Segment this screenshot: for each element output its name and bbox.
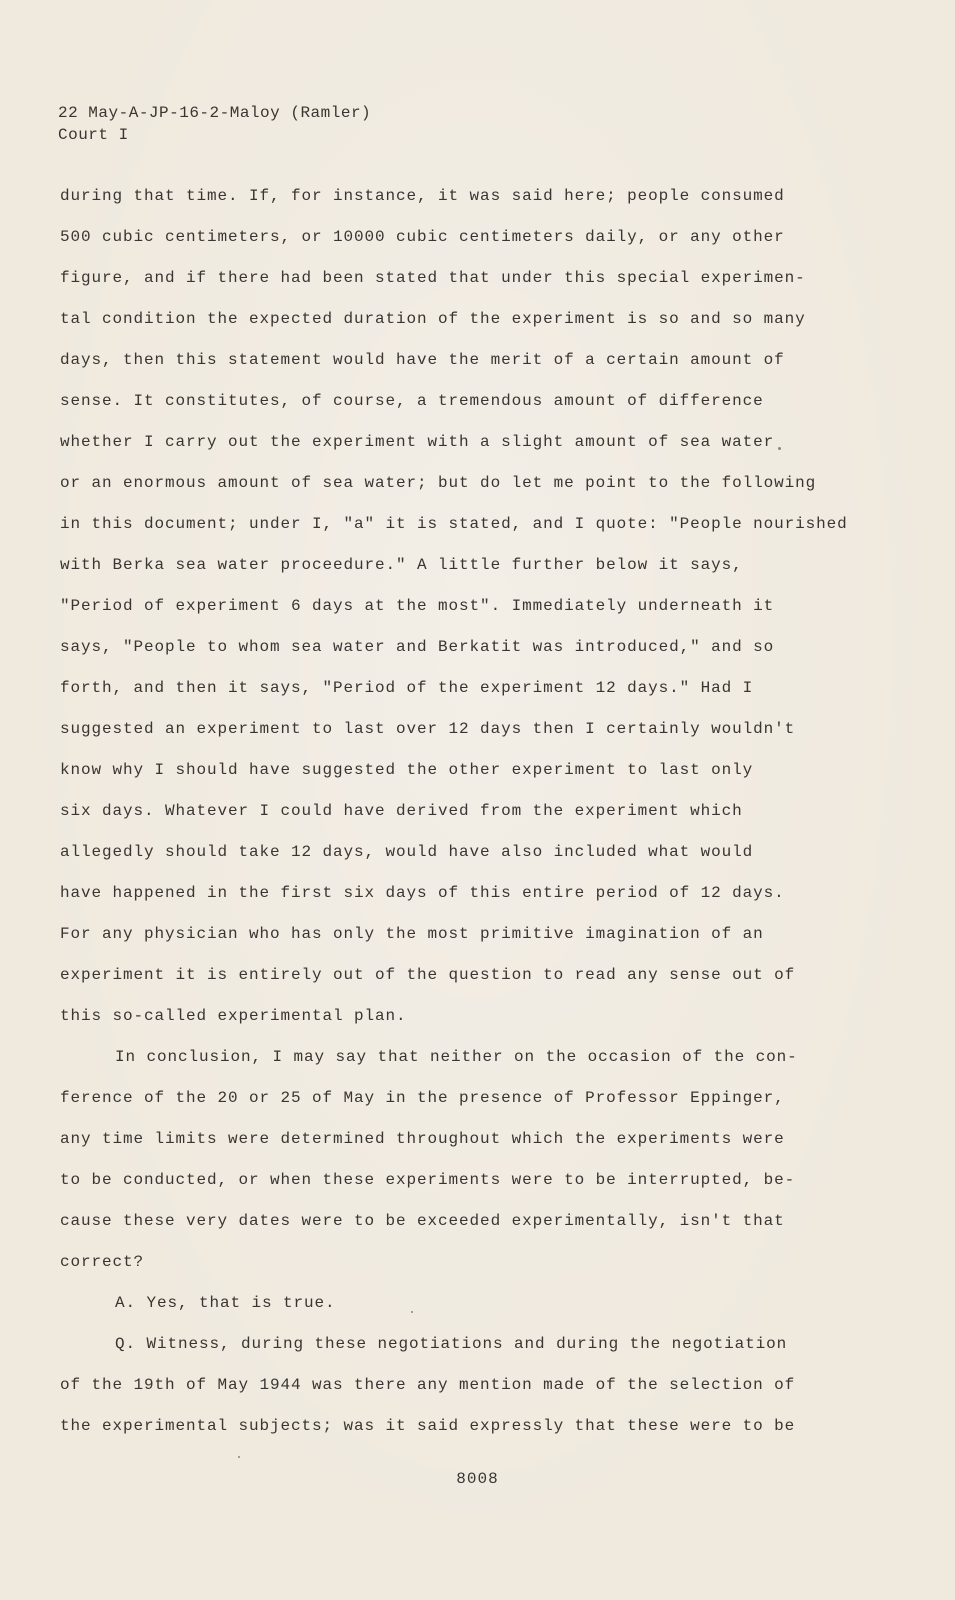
text-line: 500 cubic centimeters, or 10000 cubic centimeters daily, or any other bbox=[60, 228, 785, 246]
text-line: ference of the 20 or 25 of May in the presence of Professor Eppinger, bbox=[60, 1089, 785, 1107]
text-line: in this document; under I, "a" it is stated, and I quote: "People nourished bbox=[60, 515, 848, 533]
header-case-reference: 22 May-A-JP-16-2-Maloy (Ramler) bbox=[58, 104, 372, 122]
text-line: during that time. If, for instance, it was said here; people consumed bbox=[60, 187, 785, 205]
text-line: forth, and then it says, "Period of the experiment 12 days." Had I bbox=[60, 679, 754, 697]
text-line: six days. Whatever I could have derived from the experiment which bbox=[60, 802, 743, 820]
text-line: "Period of experiment 6 days at the most". Immediately underneath it bbox=[60, 597, 775, 615]
text-line: of the 19th of May 1944 was there any mention made of the selection of bbox=[60, 1376, 796, 1394]
text-line: figure, and if there had been stated that under this special experimen- bbox=[60, 269, 806, 287]
text-line: days, then this statement would have the merit of a certain amount of bbox=[60, 351, 785, 369]
text-line: allegedly should take 12 days, would have also included what would bbox=[60, 843, 754, 861]
paper-speck bbox=[238, 1456, 240, 1458]
paper-speck bbox=[411, 1311, 413, 1313]
text-line: with Berka sea water proceedure." A little further below it says, bbox=[60, 556, 743, 574]
text-line: tal condition the expected duration of the experiment is so and so many bbox=[60, 310, 806, 328]
text-line: says, "People to whom sea water and Berkatit was introduced," and so bbox=[60, 638, 775, 656]
text-line: the experimental subjects; was it said expressly that these were to be bbox=[60, 1417, 796, 1435]
transcript-body bbox=[60, 176, 848, 1447]
text-line: this so-called experimental plan. bbox=[60, 1007, 407, 1025]
question-line: Q. Witness, during these negotiations and during the negotiation bbox=[115, 1335, 788, 1353]
text-line: correct? bbox=[60, 1253, 145, 1271]
text-line: or an enormous amount of sea water; but do let me point to the following bbox=[60, 474, 817, 492]
text-line: know why I should have suggested the other experiment to last only bbox=[60, 761, 754, 779]
text-line: have happened in the first six days of this entire period of 12 days. bbox=[60, 884, 785, 902]
text-line: For any physician who has only the most primitive imagination of an bbox=[60, 925, 764, 943]
text-line: sense. It constitutes, of course, a tremendous amount of difference bbox=[60, 392, 764, 410]
paragraph-start-line: In conclusion, I may say that neither on the occasion of the con- bbox=[115, 1048, 798, 1066]
answer-line: A. Yes, that is true. bbox=[115, 1294, 336, 1312]
text-line: whether I carry out the experiment with a slight amount of sea water bbox=[60, 433, 775, 451]
paper-speck bbox=[778, 447, 781, 450]
text-line: to be conducted, or when these experiments were to be interrupted, be- bbox=[60, 1171, 796, 1189]
header-court: Court I bbox=[58, 126, 129, 144]
text-line: cause these very dates were to be exceeded experimentally, isn't that bbox=[60, 1212, 785, 1230]
text-line: any time limits were determined throughout which the experiments were bbox=[60, 1130, 785, 1148]
page-number: 8008 bbox=[456, 1470, 499, 1488]
text-line: suggested an experiment to last over 12 days then I certainly wouldn't bbox=[60, 720, 796, 738]
text-line: experiment it is entirely out of the question to read any sense out of bbox=[60, 966, 796, 984]
document-header bbox=[58, 102, 371, 146]
